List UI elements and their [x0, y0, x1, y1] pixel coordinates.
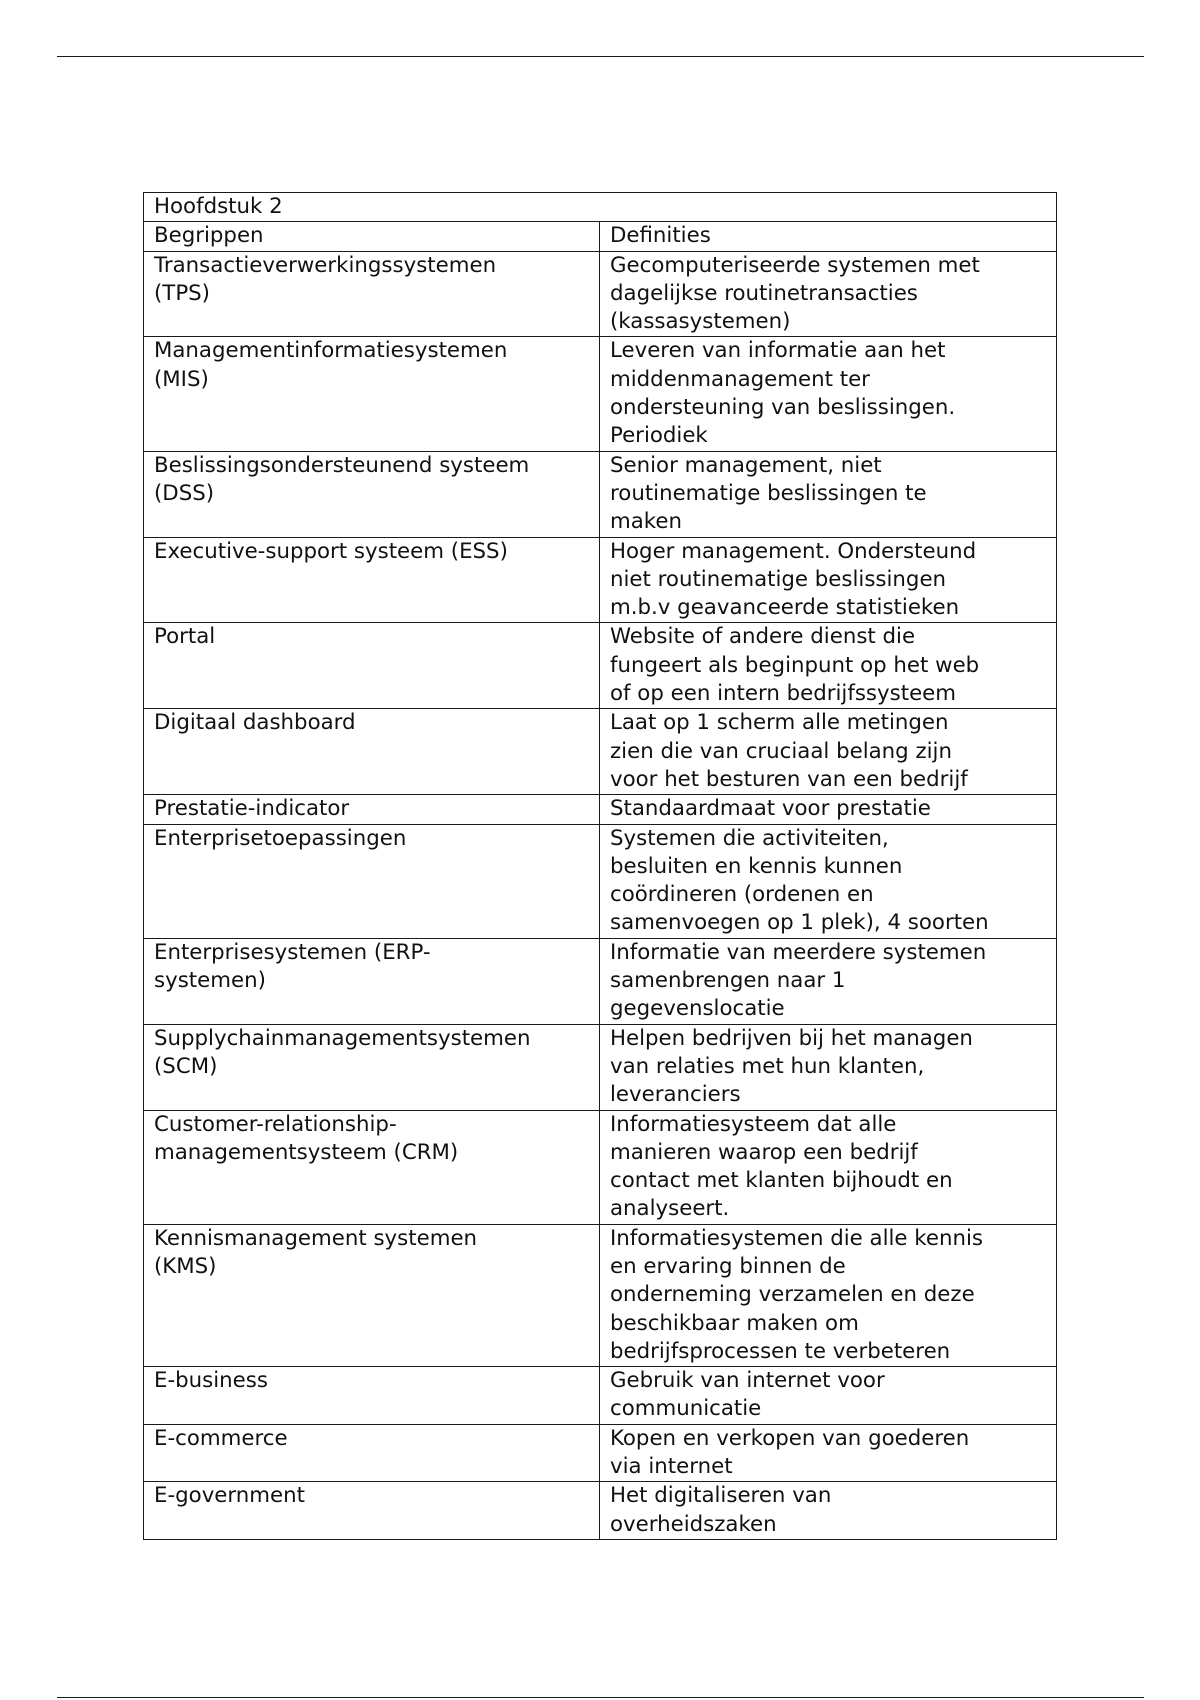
- definition-cell: Het digitaliseren van overheidszaken: [600, 1482, 1057, 1540]
- glossary-table: [143, 192, 1057, 1540]
- table-row: [144, 824, 1057, 938]
- term-cell: Executive-support systeem (ESS): [144, 537, 600, 623]
- table-caption: Hoofdstuk 2: [144, 193, 1057, 222]
- definition-cell: Helpen bedrijven bij het managen van relaties met hun klanten, leveranciers: [600, 1024, 1057, 1110]
- definition-cell: Informatiesystemen die alle kennis en ervaring binnen de onderneming verzamelen en deze beschikbaar maken om bedrijfsprocessen te verbeteren: [600, 1224, 1057, 1366]
- definition-cell: Gebruik van internet voor communicatie: [600, 1367, 1057, 1425]
- definition-cell: Kopen en verkopen van goederen via internet: [600, 1424, 1057, 1482]
- definition-cell: Informatie van meerdere systemen samenbrengen naar 1 gegevenslocatie: [600, 938, 1057, 1024]
- term-cell: Managementinformatiesystemen (MIS): [144, 337, 600, 451]
- definition-cell: Senior management, niet routinematige beslissingen te maken: [600, 451, 1057, 537]
- term-cell: Digitaal dashboard: [144, 709, 600, 795]
- table-row: [144, 451, 1057, 537]
- definition-cell: Laat op 1 scherm alle metingen zien die van cruciaal belang zijn voor het besturen van een bedrijf: [600, 709, 1057, 795]
- definition-cell: Hoger management. Ondersteund niet routinematige beslissingen m.b.v geavanceerde statistieken: [600, 537, 1057, 623]
- term-cell: Customer-relationship- managementsysteem (CRM): [144, 1110, 600, 1224]
- definition-cell: Website of andere dienst die fungeert als beginpunt op het web of op een intern bedrijfssysteem: [600, 623, 1057, 709]
- definition-cell: Systemen die activiteiten, besluiten en kennis kunnen coördineren (ordenen en samenvoegen op 1 plek), 4 soorten: [600, 824, 1057, 938]
- definition-cell: Leveren van informatie aan het middenmanagement ter ondersteuning van beslissingen. Periodiek: [600, 337, 1057, 451]
- term-cell: E-commerce: [144, 1424, 600, 1482]
- page-bottom-rule: [57, 1697, 1144, 1698]
- table-row: [144, 251, 1057, 337]
- term-cell: Enterprisetoepassingen: [144, 824, 600, 938]
- term-cell: E-business: [144, 1367, 600, 1425]
- table-row: [144, 1367, 1057, 1425]
- table-row: [144, 623, 1057, 709]
- term-cell: E-government: [144, 1482, 600, 1540]
- term-cell: Kennismanagement systemen (KMS): [144, 1224, 600, 1366]
- table-row: [144, 1224, 1057, 1366]
- term-cell: Transactieverwerkingssystemen (TPS): [144, 251, 600, 337]
- term-cell: Supplychainmanagementsystemen (SCM): [144, 1024, 600, 1110]
- table-row: [144, 1424, 1057, 1482]
- table-row: [144, 337, 1057, 451]
- definition-cell: Standaardmaat voor prestatie: [600, 795, 1057, 824]
- table-row: [144, 1024, 1057, 1110]
- table-row: [144, 1110, 1057, 1224]
- table-row: [144, 795, 1057, 824]
- definition-cell: Informatiesysteem dat alle manieren waarop een bedrijf contact met klanten bijhoudt en analyseert.: [600, 1110, 1057, 1224]
- table-row: [144, 1482, 1057, 1540]
- glossary-body: [144, 193, 1057, 1540]
- header-begrippen: Begrippen: [144, 222, 600, 251]
- term-cell: Prestatie-indicator: [144, 795, 600, 824]
- term-cell: Enterprisesystemen (ERP- systemen): [144, 938, 600, 1024]
- header-definities: Definities: [600, 222, 1057, 251]
- term-cell: Beslissingsondersteunend systeem (DSS): [144, 451, 600, 537]
- definition-cell: Gecomputeriseerde systemen met dagelijkse routinetransacties (kassasystemen): [600, 251, 1057, 337]
- table-row: [144, 537, 1057, 623]
- term-cell: Portal: [144, 623, 600, 709]
- table-caption-row: [144, 193, 1057, 222]
- table-header-row: [144, 222, 1057, 251]
- table-row: [144, 709, 1057, 795]
- page-top-rule: [57, 56, 1144, 57]
- table-row: [144, 938, 1057, 1024]
